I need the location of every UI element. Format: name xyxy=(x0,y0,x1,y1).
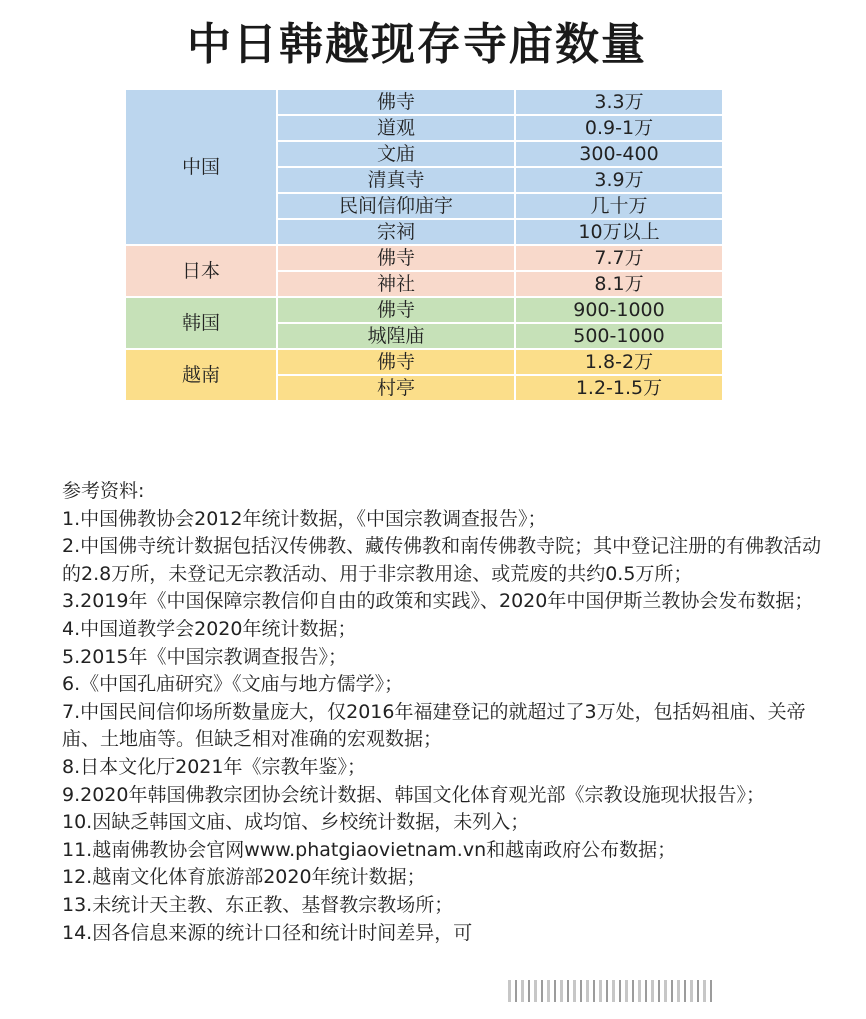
table-row xyxy=(125,245,723,271)
reference-item: 11.越南佛教协会官网www.phatgiaovietnam.vn和越南政府公布数据； xyxy=(62,838,677,861)
temple-count-cell: 7.7万 xyxy=(515,245,723,271)
reference-item: 14.因各信息来源的统计口径和统计时间差异，可 xyxy=(62,921,473,944)
table-row xyxy=(125,349,723,375)
reference-item: 10.因缺乏韩国文庙、成均馆、乡校统计数据，未列入； xyxy=(62,811,530,834)
temple-type-cell: 文庙 xyxy=(277,141,515,167)
references-heading: 参考资料: xyxy=(62,480,145,502)
temple-count-cell: 3.3万 xyxy=(515,89,723,115)
temple-type-cell: 清真寺 xyxy=(277,167,515,193)
temple-count-cell: 900-1000 xyxy=(515,297,723,323)
temple-count-cell: 几十万 xyxy=(515,193,723,219)
country-cell-china: 中国 xyxy=(125,89,277,245)
temple-type-cell: 神社 xyxy=(277,271,515,297)
temple-count-cell: 10万以上 xyxy=(515,219,723,245)
table-row xyxy=(125,89,723,115)
watermark-overlay xyxy=(508,980,712,1002)
temple-count-cell: 0.9-1万 xyxy=(515,115,723,141)
reference-item: 3.2019年《中国保障宗教信仰自由的政策和实践》、2020年中国伊斯兰教协会发布数据； xyxy=(62,590,814,613)
reference-item: 12.越南文化体育旅游部2020年统计数据； xyxy=(62,866,426,889)
country-cell-korea: 韩国 xyxy=(125,297,277,349)
temple-type-cell: 佛寺 xyxy=(277,245,515,271)
temple-count-cell: 1.2-1.5万 xyxy=(515,375,723,401)
temple-count-cell: 3.9万 xyxy=(515,167,723,193)
reference-item: 2.中国佛寺统计数据包括汉传佛教、藏传佛教和南传佛教寺院；其中登记注册的有佛教活动的2.8万所，未登记无宗教活动、用于非宗教用途、或荒废的共约0.5万所； xyxy=(62,535,822,585)
temple-type-cell: 城隍庙 xyxy=(277,323,515,349)
temple-type-cell: 佛寺 xyxy=(277,297,515,323)
temple-count-table xyxy=(124,88,724,402)
temple-type-cell: 佛寺 xyxy=(277,89,515,115)
table-row xyxy=(125,297,723,323)
temple-type-cell: 道观 xyxy=(277,115,515,141)
temple-type-cell: 民间信仰庙宇 xyxy=(277,193,515,219)
reference-item: 4.中国道教学会2020年统计数据； xyxy=(62,617,357,640)
temple-type-cell: 宗祠 xyxy=(277,219,515,245)
country-cell-japan: 日本 xyxy=(125,245,277,297)
references-section xyxy=(62,478,832,947)
temple-count-cell: 500-1000 xyxy=(515,323,723,349)
page-title: 中日韩越现存寺庙数量 xyxy=(187,19,647,70)
reference-item: 1.中国佛教协会2012年统计数据，《中国宗教调查报告》； xyxy=(62,507,547,530)
temple-count-cell: 300-400 xyxy=(515,141,723,167)
reference-item: 8.日本文化厅2021年《宗教年鉴》； xyxy=(62,755,366,778)
country-cell-vietnam: 越南 xyxy=(125,349,277,401)
temple-count-cell: 8.1万 xyxy=(515,271,723,297)
temple-count-cell: 1.8-2万 xyxy=(515,349,723,375)
reference-item: 7.中国民间信仰场所数量庞大，仅2016年福建登记的就超过了3万处，包括妈祖庙、关帝庙、土地庙等。但缺乏相对准确的宏观数据； xyxy=(62,700,806,751)
reference-item: 13.未统计天主教、东正教、基督教宗教场所； xyxy=(62,893,454,916)
reference-item: 6.《中国孔庙研究》《文庙与地方儒学》； xyxy=(62,673,404,696)
temple-type-cell: 村亭 xyxy=(277,375,515,401)
reference-item: 5.2015年《中国宗教调查报告》； xyxy=(62,645,347,668)
temple-type-cell: 佛寺 xyxy=(277,349,515,375)
reference-item: 9.2020年韩国佛教宗团协会统计数据、韩国文化体育观光部《宗教设施现状报告》； xyxy=(62,783,765,806)
